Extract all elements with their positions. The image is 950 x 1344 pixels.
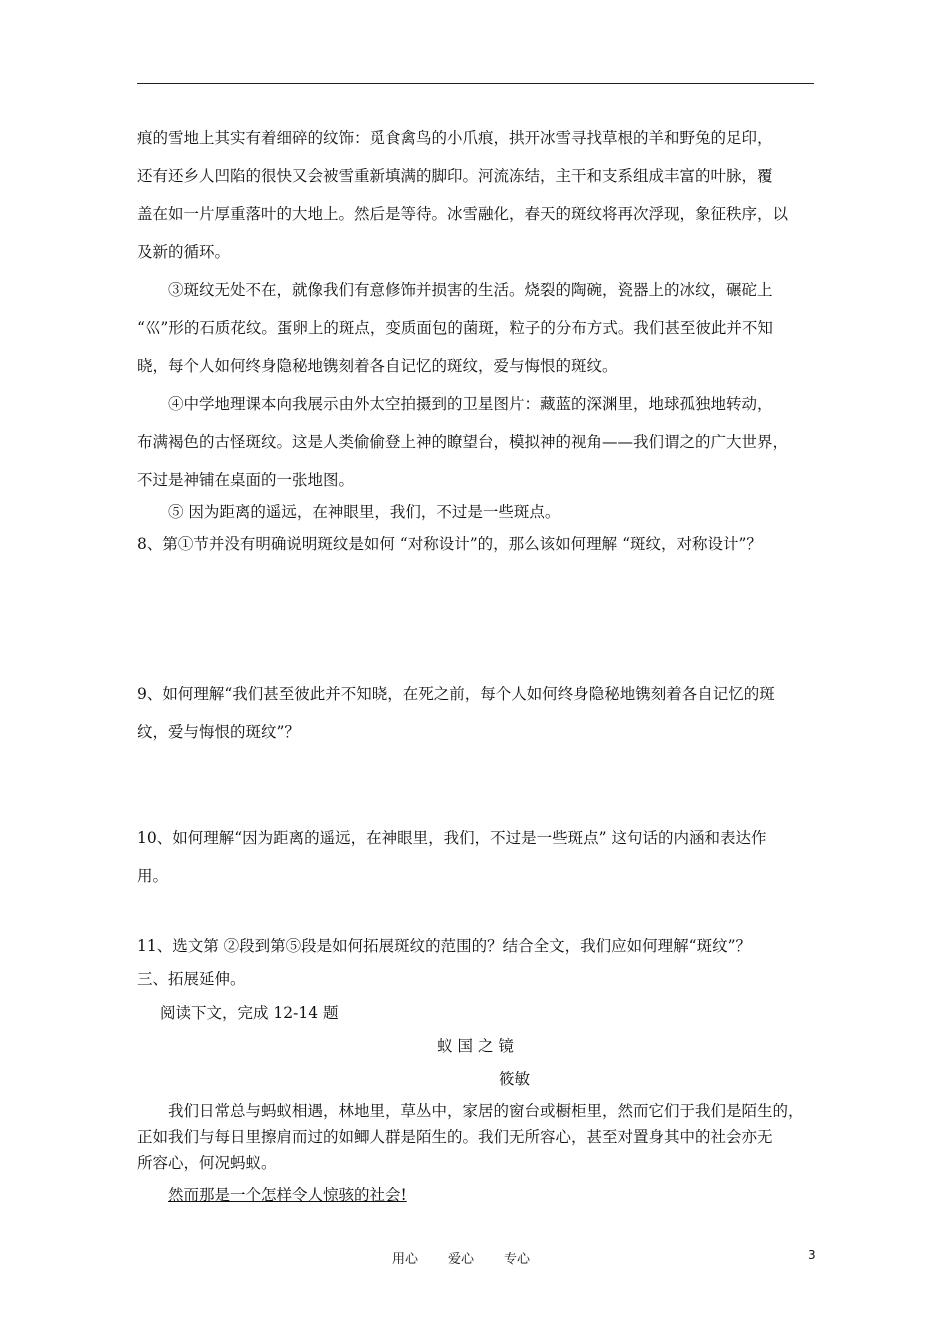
page-number: 3 [808, 1248, 816, 1262]
footer-motto: 专心 [504, 1252, 531, 1267]
footer-motto: 用心 [392, 1252, 419, 1267]
passage-line: 痕的雪地上其实有着细碎的纹饰：觅食禽鸟的小爪痕，拱开冰雪寻找草根的羊和野兔的足印， [137, 129, 773, 147]
header-rule [137, 83, 814, 84]
article-line: 所容心，何况蚂蚁。 [137, 1154, 277, 1172]
article-line: 我们日常总与蚂蚁相遇，林地里，草丛中，家居的窗台或橱柜里，然而它们于我们是陌生的， [168, 1102, 804, 1120]
passage-line: 不过是神铺在桌面的一张地图。 [137, 471, 355, 489]
question-9-line: 9、如何理解“我们甚至彼此并不知晓，在死之前，每个人如何终身隐秘地镌刻着各自记忆的斑 [137, 685, 775, 703]
passage-line: “巛”形的石质花纹。蛋卵上的斑点，变质面包的菌斑，粒子的分布方式。我们甚至彼此并不知 [137, 319, 773, 337]
question-10-line: 10、如何理解“因为距离的遥远，在神眼里，我们，不过是一些斑点” 这句话的内涵和表达作 [137, 829, 767, 847]
passage-line: ⑤ 因为距离的遥远，在神眼里，我们，不过是一些斑点。 [168, 503, 561, 521]
article-emphasis-line: 然而那是一个怎样令人惊骇的社会! [168, 1186, 407, 1204]
question-8: 8、第①节并没有明确说明斑纹是如何 “对称设计”的，那么该如何理解 “斑纹，对称设计”？ [137, 535, 762, 553]
passage-line: 布满褐色的古怪斑纹。这是人类偷偷登上神的瞭望台，模拟神的视角——我们谓之的广大世界， [137, 433, 789, 451]
footer-motto: 爱心 [448, 1252, 475, 1267]
question-11: 11、选文第 ②段到第⑤段是如何拓展斑纹的范围的？结合全文，我们应如何理解“斑纹”？ [137, 937, 752, 955]
article-title: 蚁 国 之 镜 [437, 1037, 514, 1055]
passage-line: ④中学地理课本向我展示由外太空拍摄到的卫星图片：藏蓝的深渊里，地球孤独地转动， [168, 395, 773, 413]
section-instruction: 阅读下文，完成 12-14 题 [160, 1004, 339, 1022]
page-footer [0, 1248, 950, 1268]
passage-line: 及新的循环。 [137, 243, 231, 261]
passage-line: 盖在如一片厚重落叶的大地上。然后是等待。冰雪融化，春天的斑纹将再次浮现，象征秩序，以 [137, 205, 789, 223]
passage-line: ③斑纹无处不在，就像我们有意修饰并损害的生活。烧裂的陶碗，瓷器上的冰纹，碾砣上 [168, 281, 773, 299]
article-author: 筱敏 [499, 1070, 531, 1088]
passage-line: 晓，每个人如何终身隐秘地镌刻着各自记忆的斑纹，爱与悔恨的斑纹。 [137, 357, 618, 375]
article-line: 正如我们与每日里擦肩而过的如鲫人群是陌生的。我们无所容心，甚至对置身其中的社会亦无 [137, 1128, 773, 1146]
passage-line: 还有还乡人凹陷的很快又会被雪重新填满的脚印。河流冻结，主干和支系组成丰富的叶脉，覆 [137, 167, 773, 185]
section-heading: 三、拓展延伸。 [137, 970, 246, 988]
footer-mottos [392, 1248, 560, 1267]
question-10-line: 用。 [137, 867, 169, 885]
question-9-line: 纹，爱与悔恨的斑纹”？ [137, 723, 300, 741]
